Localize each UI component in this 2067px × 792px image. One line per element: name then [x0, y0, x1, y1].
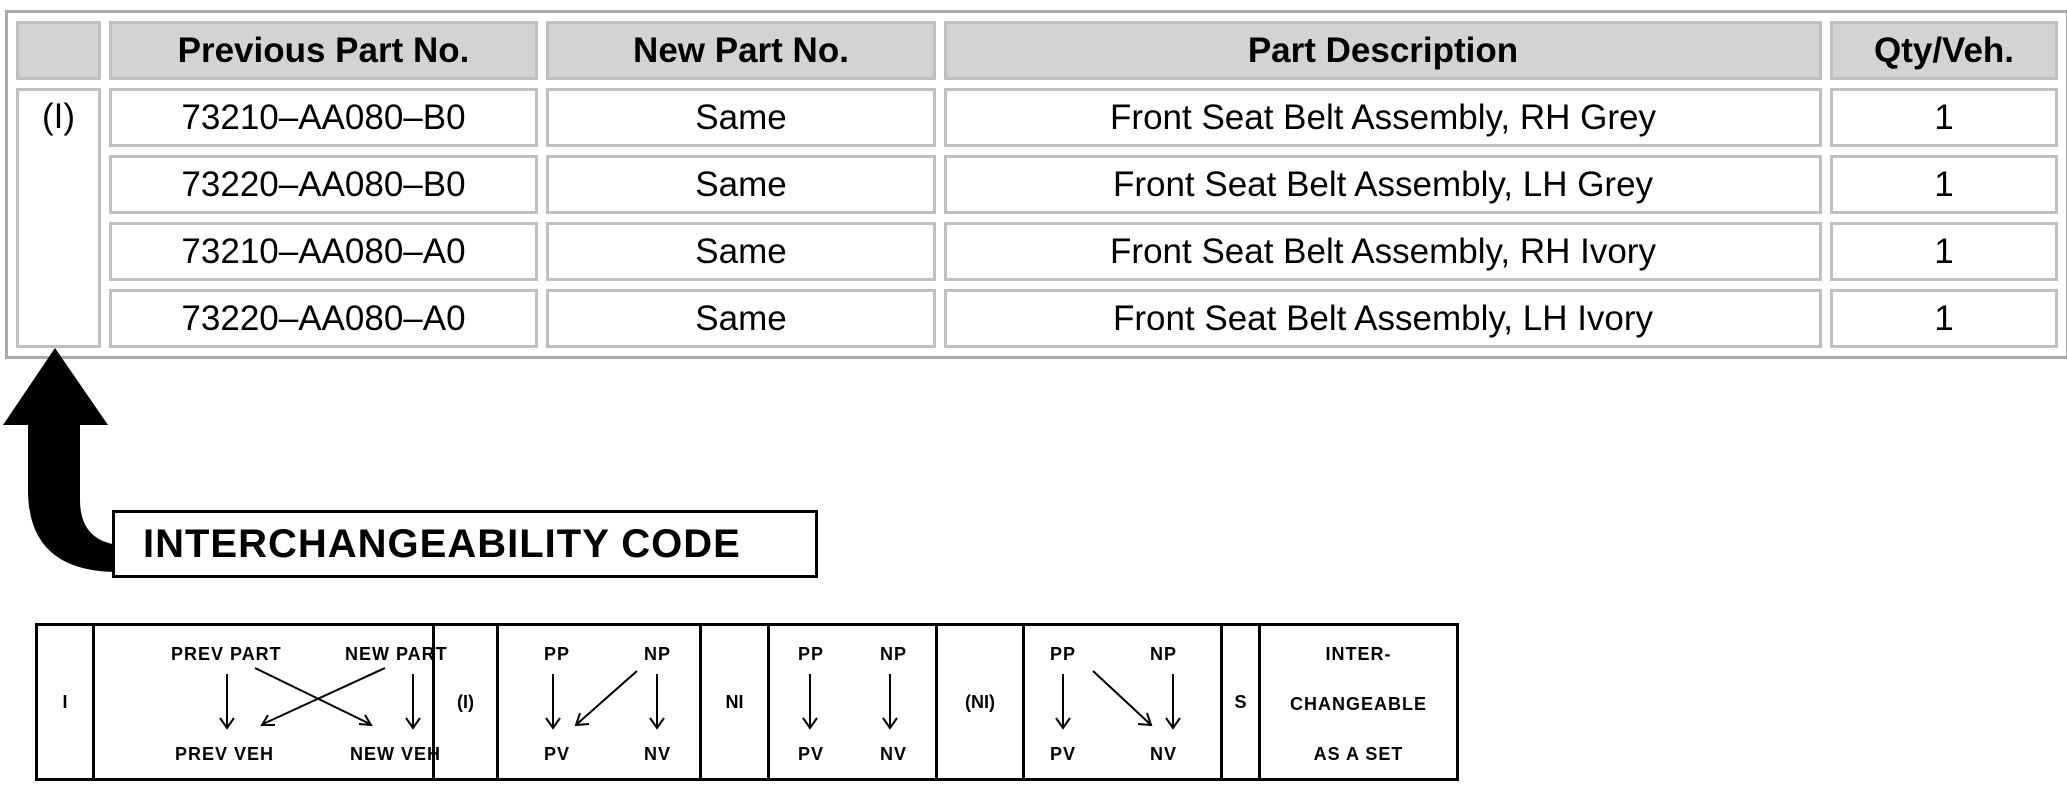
- legend-code-i: I: [38, 626, 95, 778]
- legend-np: NP: [644, 644, 672, 664]
- legend-np: NP: [880, 644, 908, 664]
- part-description: Front Seat Belt Assembly, RH Grey: [944, 88, 1822, 147]
- legend-code-s: S: [1223, 626, 1261, 778]
- qty-veh: 1: [1830, 155, 2058, 214]
- legend-s-line1: INTER-: [1325, 644, 1392, 664]
- legend-new-veh: NEW VEH: [350, 744, 442, 764]
- legend-pp: PP: [798, 644, 825, 664]
- legend-s-line3: AS A SET: [1313, 744, 1404, 764]
- legend-new-part: NEW PART: [345, 644, 448, 664]
- legend-diagram-paren-ni: [1025, 626, 1223, 778]
- legend-pv: PV: [544, 744, 571, 764]
- qty-veh: 1: [1830, 88, 2058, 147]
- new-part-no: Same: [546, 88, 936, 147]
- previous-part-no: 73210–AA080–A0: [109, 222, 538, 281]
- legend-pv: PV: [798, 744, 825, 764]
- table-header-row: [16, 21, 2058, 80]
- new-part-no: Same: [546, 222, 936, 281]
- header-previous-part-no: Previous Part No.: [109, 21, 538, 80]
- legend-code-ni: NI: [702, 626, 770, 778]
- previous-part-no: 73220–AA080–A0: [109, 289, 538, 348]
- legend-pp: PP: [1050, 644, 1077, 664]
- interchangeability-code-cell: (I): [16, 88, 101, 348]
- qty-veh: 1: [1830, 222, 2058, 281]
- legend-arrows-paren-i-icon: [499, 626, 702, 778]
- legend-prev-veh: PREV VEH: [175, 744, 275, 764]
- table-row: [16, 155, 2058, 214]
- legend-diagram-s: [1261, 626, 1456, 778]
- qty-veh: 1: [1830, 289, 2058, 348]
- header-part-description: Part Description: [944, 21, 1822, 80]
- new-part-no: Same: [546, 289, 936, 348]
- legend-nv: NV: [880, 744, 908, 764]
- header-new-part-no: New Part No.: [546, 21, 936, 80]
- table-row: [16, 222, 2058, 281]
- legend-diagram-ni: [770, 626, 938, 778]
- legend-nv: NV: [644, 744, 672, 764]
- legend-nv: NV: [1150, 744, 1178, 764]
- legend-diagram-i: [95, 626, 448, 778]
- header-qty-veh: Qty/Veh.: [1830, 21, 2058, 80]
- previous-part-no: 73220–AA080–B0: [109, 155, 538, 214]
- interchangeability-legend: [35, 623, 1459, 781]
- interchangeability-code-label: INTERCHANGEABILITY CODE: [112, 510, 818, 578]
- new-part-no: Same: [546, 155, 936, 214]
- previous-part-no: 73210–AA080–B0: [109, 88, 538, 147]
- table-row: [16, 88, 2058, 147]
- legend-prev-part: PREV PART: [171, 644, 282, 664]
- legend-pv: PV: [1050, 744, 1077, 764]
- legend-code-paren-ni: (NI): [938, 626, 1025, 778]
- table-row: [16, 289, 2058, 348]
- part-description: Front Seat Belt Assembly, RH Ivory: [944, 222, 1822, 281]
- legend-s-line2: CHANGEABLE: [1289, 694, 1427, 714]
- legend-arrows-ni-icon: [770, 626, 938, 778]
- header-code: [16, 21, 101, 80]
- legend-np: NP: [1150, 644, 1178, 664]
- part-description: Front Seat Belt Assembly, LH Ivory: [944, 289, 1822, 348]
- parts-table: [5, 10, 2067, 359]
- legend-diagram-paren-i: [499, 626, 702, 778]
- part-description: Front Seat Belt Assembly, LH Grey: [944, 155, 1822, 214]
- callout-arrow-icon: [0, 340, 130, 580]
- legend-code-paren-i: (I): [435, 626, 499, 778]
- legend-pp: PP: [544, 644, 571, 664]
